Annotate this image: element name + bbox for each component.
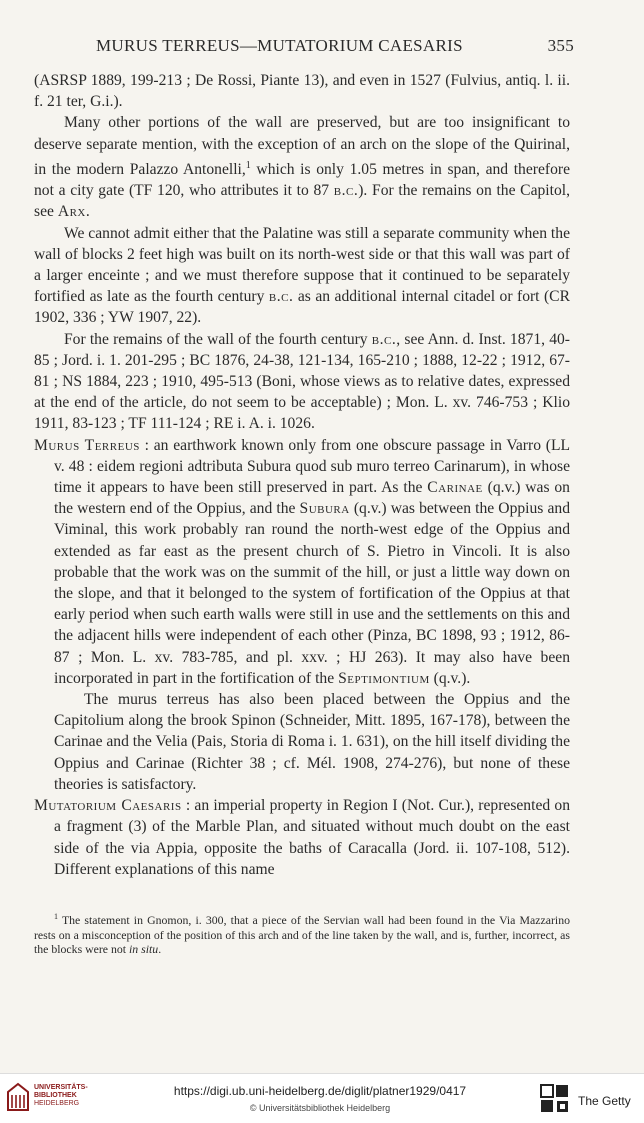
page-number: 355 bbox=[547, 36, 574, 55]
library-name-line: HEIDELBERG bbox=[34, 1100, 80, 1107]
text-run: : an earthwork known only from one obscure passage in Varro (LL v. 48 : eidem regioni adtributa Subura quod sub muro terreo Carinarum), in whose time it appears to have been still preserved in part. As the bbox=[54, 436, 570, 497]
entry-murus-terreus bbox=[34, 435, 570, 689]
era-abbrev: b.c. bbox=[371, 330, 397, 348]
text-run: We cannot admit either that the Palatine was still a separate community when the wall of blocks 2 feet high was built on its north-west side or that this wall was part of a larger enceinte ; and we must therefore suppose that it continued to be separately fortified as late as the fourth century bbox=[34, 224, 570, 306]
text-run: (ASRSP 1889, 199-213 ; De Rossi, Piante 13), and even in 1527 (Fulvius, antiq. l. ii. f. 21 ter, G.i.). bbox=[34, 72, 570, 111]
university-library-logo-icon[interactable] bbox=[6, 1082, 30, 1112]
text-emphasis: in situ bbox=[129, 942, 159, 957]
text-run: . bbox=[85, 203, 90, 221]
paragraph bbox=[34, 223, 570, 329]
text-run: (q.v.) was between the Oppius and Viminal, this work probably ran round the north-west edge of the Oppius and extended as far east as the present church of S. Pietro in Vincoli. It is also probable that the work was on the summit of the hill, or just a little way down on the slope, and that it belonged to the system of fortification of the Oppius at that early period when such earth walls were still in use and the settlements on this and the adjacent hills were independent of each other (Pinza, BC 1898, 93 ; 1912, 86-87 ; Mon. L. xv. 783-785, and pl. xxv. ; HJ 263). It may also have been incorporated in part in the fortification of the bbox=[54, 500, 570, 687]
text-run: (q.v.). bbox=[429, 669, 471, 687]
text-run: , see Ann. d. Inst. 1871, 40-85 ; Jord. i. 1. 201-295 ; BC 1876, 24-38, 121-134, 165-210 ; 1888, 12-22 ; 1912, 67-81 ; NS 1884, 223 ; 1910, 495-513 (Boni, whose views as to relative dates, expressed at the end of the article, do not seem to be acceptable) ; Mon. L. xv. 746-753 ; Klio 1911, 83-123 ; TF 111-124 ; RE i. A. i. 1026. bbox=[34, 330, 570, 433]
footnote-text bbox=[34, 910, 570, 957]
getty-name: The Getty bbox=[578, 1094, 631, 1108]
getty-logo-icon[interactable] bbox=[540, 1084, 570, 1114]
text-run: For the remains of the wall of the fourth century bbox=[64, 330, 372, 348]
text-run: as an additional internal citadel or fort (CR 1902, 336 ; YW 1907, 22). bbox=[34, 288, 570, 327]
library-name-line: UNIVERSITÄTS- bbox=[34, 1084, 88, 1091]
text-run: (q.v.) was on the western end of the Oppius, and the bbox=[54, 479, 570, 518]
footnote bbox=[34, 910, 570, 957]
text-run: ). For the remains on the Capitol, see bbox=[34, 182, 570, 221]
text-run: . bbox=[158, 942, 162, 957]
text-run: : an imperial property in Region I (Not. Cur.), represented on a fragment (3) of the Marble Plan, and situated without much doubt on the east side of the via Appia, opposite the baths of Caracalla (Jord. ii. 107-108, 512). Different explanations of this name bbox=[54, 797, 571, 878]
era-abbrev: b.c. bbox=[333, 182, 359, 200]
paragraph-continuation bbox=[34, 70, 570, 112]
footnote-marker: 1 bbox=[54, 912, 58, 921]
text-run: The statement in Gnomon, i. 300, that a piece of the Servian wall had been found in the Via Mazzarino rests on a misconception of the position of this arch and of the line taken by the wall, and is, further, incorrect, as the blocks were not bbox=[34, 912, 570, 957]
entry-mutatorium-caesaris bbox=[34, 795, 570, 880]
running-title: MURUS TERREUS—MUTATORIUM CAESARIS bbox=[96, 36, 463, 55]
cross-reference: Carinae bbox=[427, 479, 483, 497]
copyright-notice: © Universitätsbibliothek Heidelberg bbox=[249, 1103, 391, 1113]
cross-reference: Arx bbox=[57, 203, 86, 221]
paragraph bbox=[34, 112, 570, 222]
entry-headword: Mutatorium Caesaris bbox=[34, 797, 182, 815]
era-abbrev: b.c. bbox=[268, 288, 294, 306]
cross-reference: Subura bbox=[299, 500, 350, 518]
text-run: The murus terreus has also been placed between the Oppius and the Capitolium along the brook Spinon (Schneider, Mitt. 1895, 167-178), between the Carinae and the Velia (Pais, Storia di Roma i. 1. 631), on the hill itself dividing the Oppius and Carinae (Richter 38 ; cf. Mél. 1908, 274-276), but none of these theories is satisfactory. bbox=[54, 691, 570, 793]
paragraph bbox=[34, 329, 570, 435]
cross-reference: Septimontium bbox=[338, 669, 430, 687]
entry-headword: Murus Terreus bbox=[34, 436, 140, 454]
permalink-url[interactable]: https://digi.ub.uni-heidelberg.de/diglit/platner1929/0417 bbox=[173, 1084, 467, 1098]
running-header bbox=[96, 36, 574, 56]
paragraph bbox=[34, 689, 570, 795]
library-name bbox=[34, 1084, 88, 1108]
main-text bbox=[34, 70, 570, 880]
footnote-ref[interactable]: 1 bbox=[245, 159, 251, 171]
text-run: which is only 1.05 metres in span, and therefore not a city gate (TF 120, who attributes it to 87 bbox=[34, 161, 570, 200]
text-run: Many other portions of the wall are preserved, but are too insignificant to deserve separate mention, with the exception of an arch on the slope of the Quirinal, in the modern Palazzo Antonelli, bbox=[34, 114, 570, 178]
library-name-line: BIBLIOTHEK bbox=[34, 1092, 77, 1099]
digitization-footer bbox=[0, 1073, 644, 1123]
